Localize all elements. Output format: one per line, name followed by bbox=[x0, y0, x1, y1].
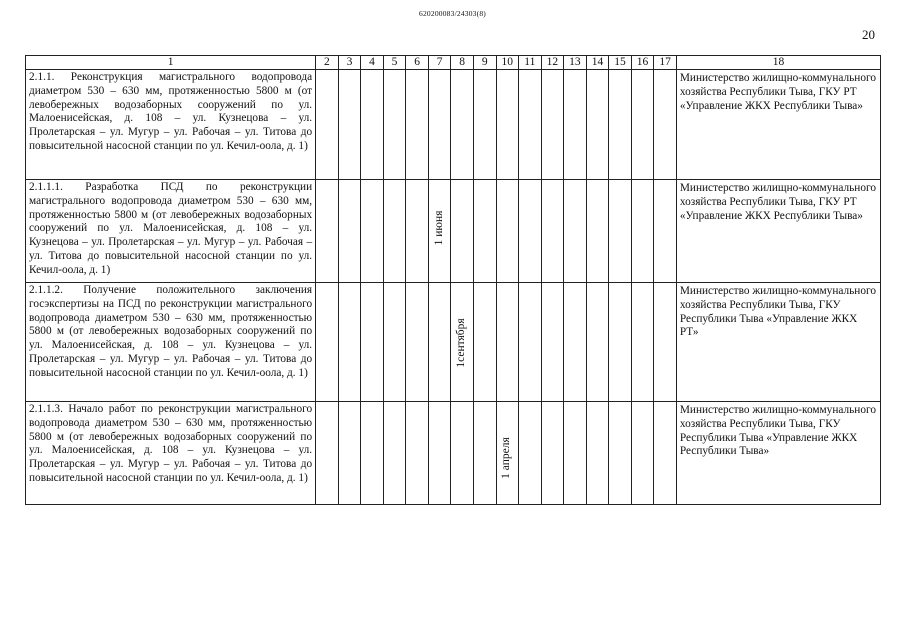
task-description: 2.1.1.1. Разработка ПСД по реконструкции магистрального водопровода диаметром 530 – 630 мм, протяженностью 5800 м (от левобережных водозаборных сооружений по ул. Малоенисейская, д. 108 – ул. Кузнецова – ул. Пролетарская – ул. Мугур – ул. Рабочая – ул. Титова до повысительной насосной станции по ул. Кечил-оола, д. 1) bbox=[26, 180, 316, 283]
column-header: 10 bbox=[496, 56, 519, 70]
responsible-party: Министерство жилищно-коммунального хозяйства Республики Тыва, ГКУ Республики Тыва «Управление ЖКХ РТ» bbox=[676, 283, 880, 402]
date-mark: 1 апреля bbox=[500, 437, 513, 479]
column-header: 17 bbox=[654, 56, 677, 70]
column-header: 5 bbox=[383, 56, 406, 70]
column-header: 14 bbox=[586, 56, 609, 70]
responsible-party: Министерство жилищно-коммунального хозяйства Республики Тыва, ГКУ РТ «Управление ЖКХ Республики Тыва» bbox=[676, 70, 880, 180]
column-header: 11 bbox=[519, 56, 542, 70]
column-header: 13 bbox=[564, 56, 587, 70]
date-mark: 1 июня bbox=[432, 210, 445, 246]
column-header: 4 bbox=[361, 56, 384, 70]
column-header: 9 bbox=[473, 56, 496, 70]
table-row bbox=[26, 70, 881, 180]
column-header: 18 bbox=[676, 56, 880, 70]
schedule-table bbox=[25, 55, 881, 505]
table-row bbox=[26, 402, 881, 505]
column-header: 15 bbox=[609, 56, 632, 70]
column-header: 2 bbox=[316, 56, 339, 70]
column-header: 16 bbox=[631, 56, 654, 70]
column-header: 6 bbox=[406, 56, 429, 70]
column-header: 12 bbox=[541, 56, 564, 70]
date-mark: 1сентября bbox=[455, 318, 468, 368]
task-description: 2.1.1.2. Получение положительного заключения госэкспертизы на ПСД по реконструкции магистрального водопровода диаметром 530 – 630 мм, протяженностью 5800 м (от левобережных водозаборных сооружений по ул. Малоенисейская, д. 108 – ул. Кузнецова – ул. Пролетарская – ул. Мугур – ул. Рабочая – ул. Титова до повысительной насосной станции по ул. Кечил-оола, д. 1) bbox=[26, 283, 316, 402]
header-row bbox=[26, 56, 881, 70]
table-row bbox=[26, 283, 881, 402]
responsible-party: Министерство жилищно-коммунального хозяйства Республики Тыва, ГКУ Республики Тыва «Управление ЖКХ Республики Тыва» bbox=[676, 402, 880, 505]
table-row bbox=[26, 180, 881, 283]
document-code: 620200083/24303(8) bbox=[419, 9, 486, 18]
column-header: 1 bbox=[26, 56, 316, 70]
task-description: 2.1.1. Реконструкция магистрального водопровода диаметром 530 – 630 мм, протяженностью 5800 м (от левобережных водозаборных сооружений по ул. Малоенисейская, д. 108 – ул. Кузнецова – ул. Пролетарская – ул. Мугур – ул. Рабочая – ул. Титова до повысительной насосной станции по ул. Кечил-оола, д. 1) bbox=[26, 70, 316, 180]
page-number: 20 bbox=[862, 27, 875, 42]
column-header: 8 bbox=[451, 56, 474, 70]
column-header: 7 bbox=[428, 56, 451, 70]
column-header: 3 bbox=[338, 56, 361, 70]
responsible-party: Министерство жилищно-коммунального хозяйства Республики Тыва, ГКУ РТ «Управление ЖКХ Республики Тыва» bbox=[676, 180, 880, 283]
task-description: 2.1.1.3. Начало работ по реконструкции магистрального водопровода диаметром 530 – 630 мм, протяженностью 5800 м (от левобережных водозаборных сооружений по ул. Малоенисейская, д. 108 – ул. Кузнецова – ул. Пролетарская – ул. Мугур – ул. Рабочая – ул. Титова до повысительной насосной станции по ул. Кечил-оола, д. 1) bbox=[26, 402, 316, 505]
